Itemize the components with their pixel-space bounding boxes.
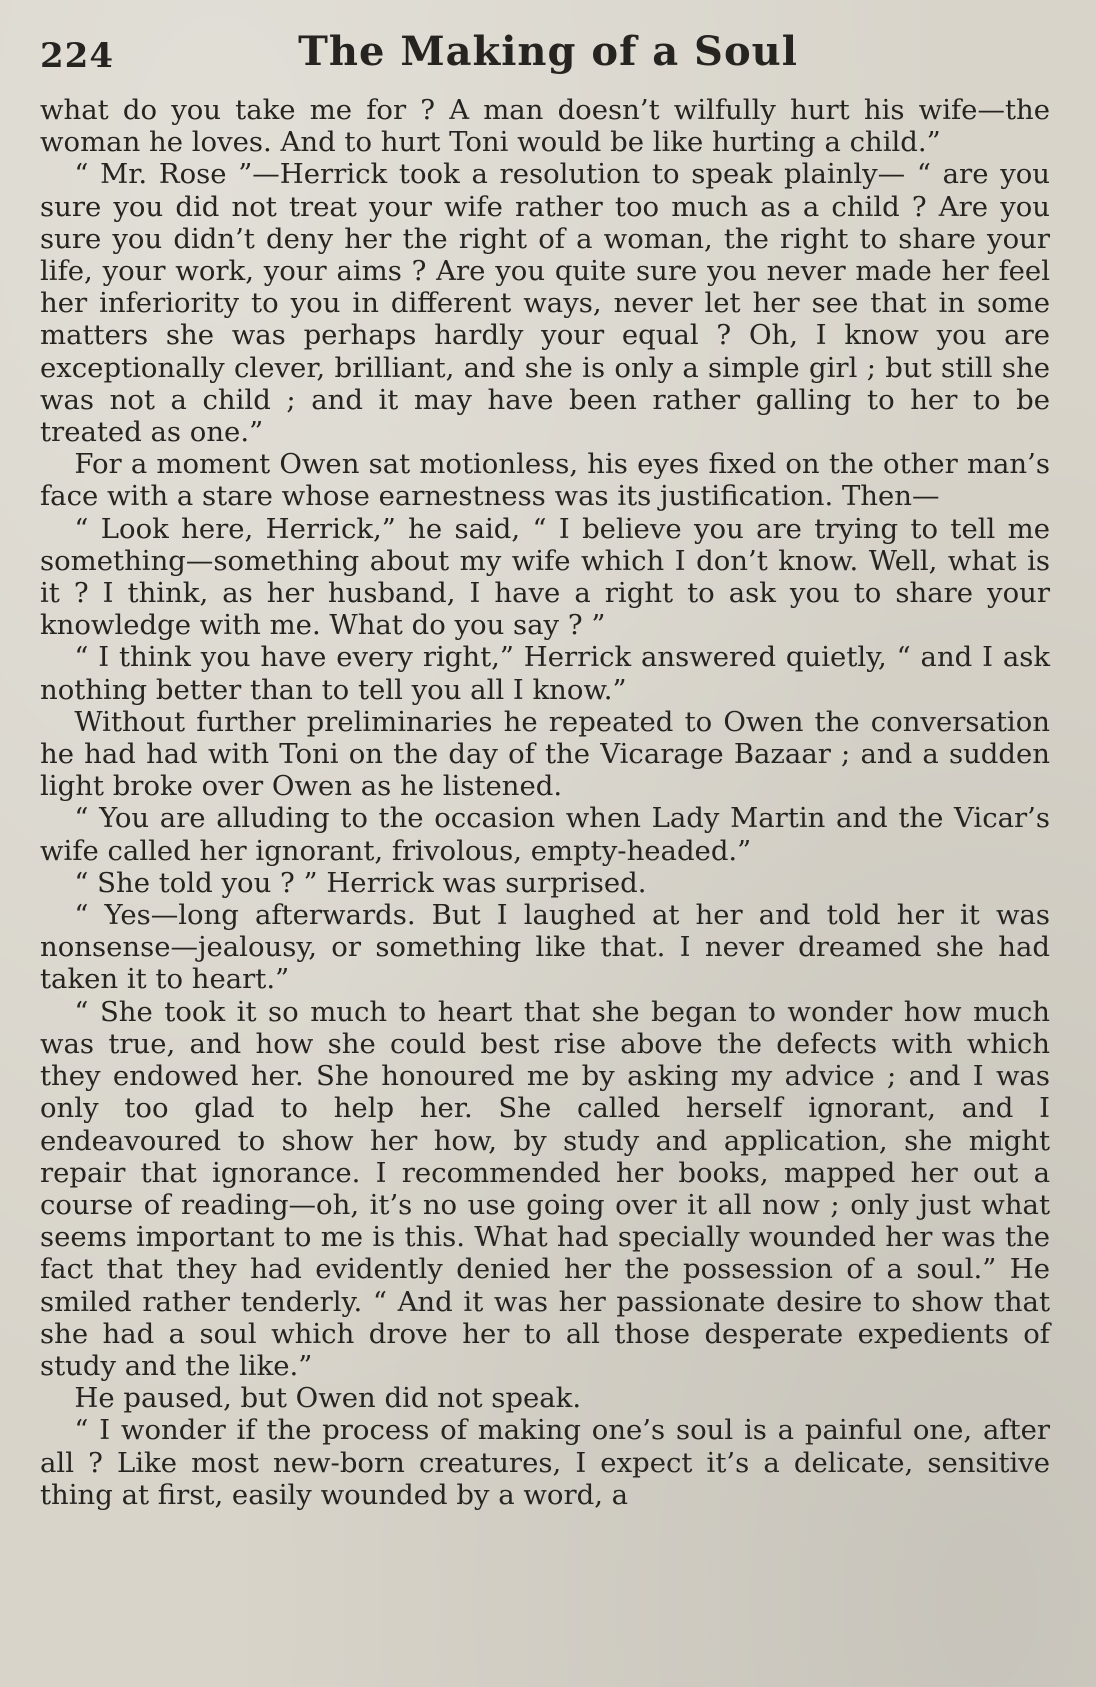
paragraph-7: “ You are alluding to the occasion when Lady Martin and the Vicar’s wife called her ignorant, frivolous, empty-headed.” [40,802,1050,867]
paragraph-2: “ Mr. Rose ”—Herrick took a resolution to speak plainly— “ are you sure you did not treat your wife rather too much as a child ? Are you sure you didn’t deny her the right of a woman, the right to share your life, your work, your aims ? Are you quite sure you never made her feel her inferiority to you in different ways, never let her see that in some matters she was perhaps hardly your equal ? Oh, I know you are exceptionally clever, brilliant, and she is only a simple girl ; but still she was not a child ; and it may have been rather galling to her to be treated as one.” [40,158,1050,449]
running-title: The Making of a Soul [298,28,798,75]
paragraph-9: “ Yes—long afterwards. But I laughed at her and told her it was nonsense—jealousy, or something like that. I never dreamed she had taken it to heart.” [40,899,1050,996]
paragraph-12: “ I wonder if the process of making one’s soul is a painful one, after all ? Like most new-born creatures, I expect it’s a delicate, sensitive thing at first, easily wounded by a word, a [40,1414,1050,1511]
paragraph-6: Without further preliminaries he repeated to Owen the conversation he had had with Toni on the day of the Vicarage Bazaar ; and a sudden light broke over Owen as he listened. [40,705,1050,803]
paragraph-11: He paused, but Owen did not speak. [74,1382,582,1415]
paragraph-8: “ She told you ? ” Herrick was surprised. [74,866,647,899]
paragraph-10: “ She took it so much to heart that she began to wonder how much was true, and how she could best rise above the defects with which they endowed her. She honoured me by asking my advice ; and I was only too glad to help her. She called herself ignorant, and I endeavoured to show her how, by study and application, she might repair that ignorance. I recommended her books, mapped her out a course of reading—oh, it’s no use going over it all now ; only just what seems important to me is this. What had specially wounded her was the fact that they had evidently denied her the possession of a soul.” He smiled rather tenderly. “ And it was her passionate desire to show that she had a soul which drove her to all those desperate expedients of study and the like.” [40,995,1050,1382]
page-body [40,94,1050,1511]
paragraph-5: “ I think you have every right,” Herrick answered quietly, “ and I ask nothing better than to tell you all I know.” [40,641,1050,706]
page-header [40,28,1056,88]
page-number: 224 [40,36,114,76]
paragraph-4: “ Look here, Herrick,” he said, “ I believe you are trying to tell me something—something about my wife which I don’t know. Well, what is it ? I think, as her husband, I have a right to ask you to share your knowledge with me. What do you say ? ” [40,512,1050,642]
paragraph-1: what do you take me for ? A man doesn’t wilfully hurt his wife—the woman he loves. And to hurt Toni would be like hurting a child.” [40,94,1050,159]
paragraph-3: For a moment Owen sat motionless, his eyes fixed on the other man’s face with a stare whose earnestness was its justification. Then— [40,448,1050,513]
